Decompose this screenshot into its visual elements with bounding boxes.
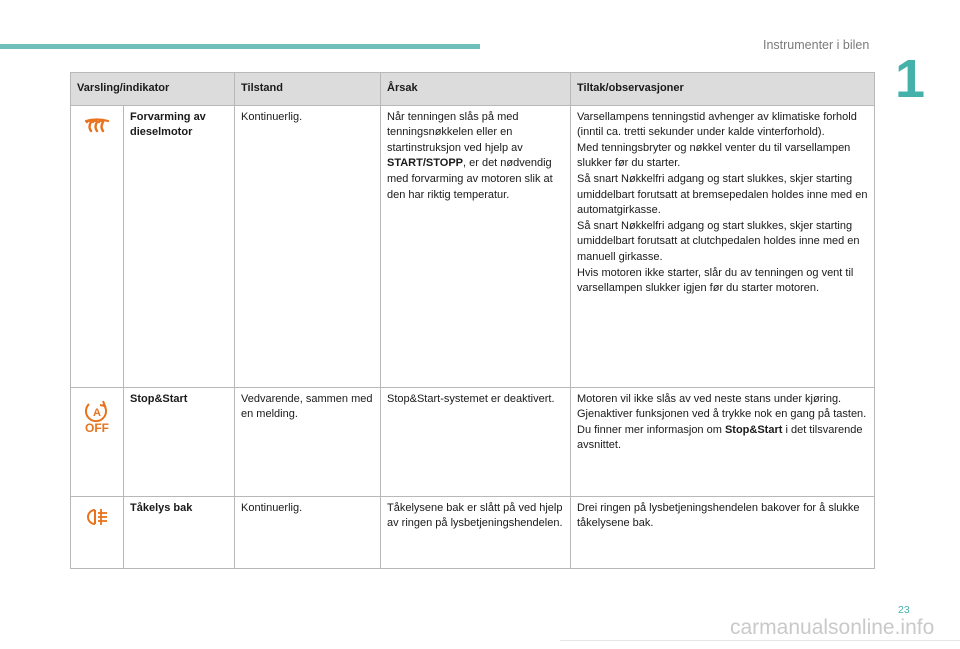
watermark: carmanualsonline.info — [730, 616, 935, 639]
icon-cell — [71, 496, 124, 568]
page-number: 23 — [898, 604, 910, 616]
column-header-indicator: Varsling/indikator — [71, 73, 235, 106]
rear-fog-light-icon — [71, 507, 123, 527]
indicator-label: Stop&Start — [124, 387, 235, 496]
state-cell: Vedvarende, sammen med en melding. — [235, 387, 381, 496]
table-header-row — [71, 73, 875, 106]
svg-text:A: A — [93, 406, 101, 419]
actions-cell: Drei ringen på lysbetjeningshendelen bakover for å slukke tåkelysene bak. — [571, 496, 875, 568]
svg-text:OFF: OFF — [85, 420, 109, 434]
column-header-state: Tilstand — [235, 73, 381, 106]
indicator-label: Forvarming av dieselmotor — [124, 105, 235, 387]
column-header-cause: Årsak — [381, 73, 571, 106]
cause-cell: Tåkelysene bak er slått på ved hjelp av ringen på lysbetjeningshendelen. — [381, 496, 571, 568]
state-cell: Kontinuerlig. — [235, 105, 381, 387]
icon-cell — [71, 387, 124, 496]
table-row — [71, 387, 875, 496]
chapter-number: 1 — [895, 49, 926, 109]
watermark-divider — [560, 640, 960, 641]
table-row — [71, 496, 875, 568]
stop-start-off-icon — [71, 398, 123, 434]
section-title: Instrumenter i bilen — [763, 38, 870, 52]
column-header-actions: Tiltak/observasjoner — [571, 73, 875, 106]
indicator-label: Tåkelys bak — [124, 496, 235, 568]
state-cell: Kontinuerlig. — [235, 496, 381, 568]
glow-plug-icon — [71, 118, 123, 136]
actions-cell: Motoren vil ikke slås av ved neste stans under kjøring. Gjenaktiver funksjonen ved å trykke nok en gang på tasten. Du finner mer informasjon om Stop&Start i det tilsvarende avsnittet. — [571, 387, 875, 496]
icon-cell — [71, 105, 124, 387]
actions-cell: Varsellampens tenningstid avhenger av klimatiske forhold (inntil ca. tretti sekunder under kalde vinterforhold). Med tenningsbryter og nøkkel venter du til varsellampen slukker før du starter. Så snart Nøkkelfri adgang og start slukkes, skjer starting umiddelbart forutsatt at bremsepedalen holdes inne med en automatgirkasse. Så snart Nøkkelfri adgang og start slukkes, skjer starting umiddelbart forutsatt at clutchpedalen holdes inne med en manuell girkasse. Hvis motoren ikke starter, slår du av tenningen og vent til varsellampen slukker igjen før du starter motoren. — [571, 105, 875, 387]
cause-cell: Når tenningen slås på med tenningsnøkkelen eller en startinstruksjon ved hjelp av START/STOPP, er det nødvendig med forvarming av motoren slik at den har riktig temperatur. — [381, 105, 571, 387]
table-row — [71, 105, 875, 387]
cause-cell: Stop&Start-systemet er deaktivert. — [381, 387, 571, 496]
warning-lights-table — [70, 72, 875, 569]
header-accent-bar — [0, 44, 480, 49]
